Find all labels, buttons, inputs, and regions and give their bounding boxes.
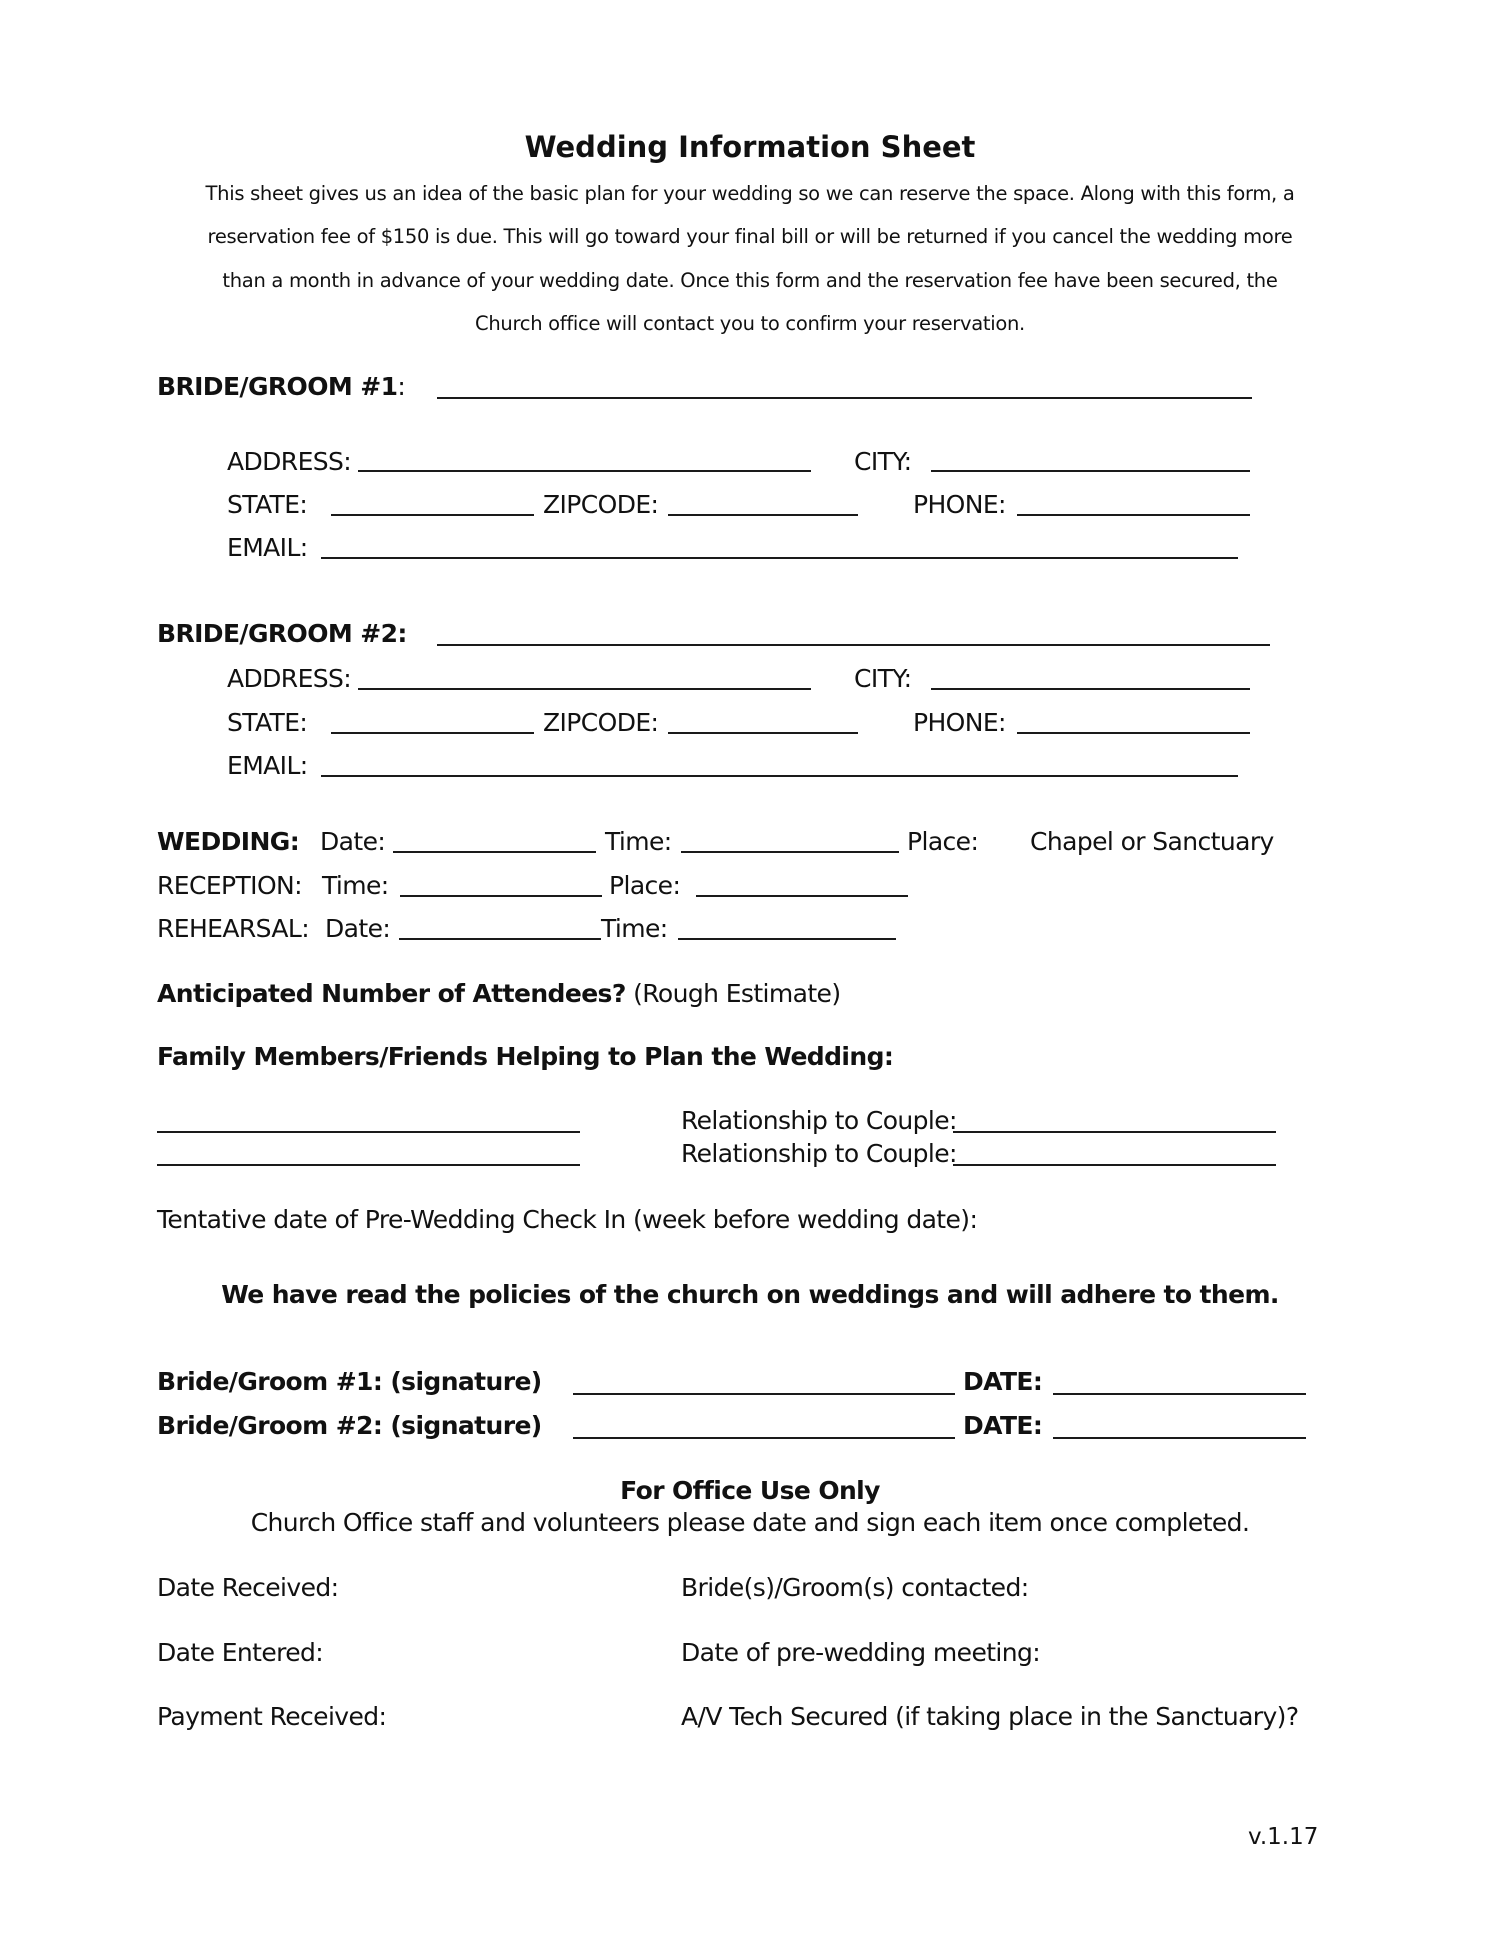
rehearsal-time-field[interactable] [678,938,896,940]
person2-name-field[interactable] [437,644,1270,646]
helpers-heading: Family Members/Friends Helping to Plan the Wedding: [157,1042,894,1071]
reception-time-label: Time: [322,871,389,900]
person2-zip-label: ZIPCODE: [543,708,659,737]
sig2-signature-field[interactable] [573,1437,955,1439]
person2-heading: BRIDE/GROOM #2: [157,619,407,648]
person1-state-label: STATE: [227,490,308,519]
sig1-date-label: DATE: [963,1367,1043,1396]
person2-phone-field[interactable] [1017,732,1250,734]
helper-1-relationship-label: Relationship to Couple: [681,1106,957,1135]
helper-1-name-field[interactable] [157,1131,580,1133]
sig2-label: Bride/Groom #2: (signature) [157,1411,542,1440]
helper-2-relationship-field[interactable] [953,1164,1276,1166]
person2-city-label: CITY: [854,664,912,693]
person2-city-field[interactable] [931,688,1250,690]
office-payment-received: Payment Received: [157,1702,387,1731]
office-subheading: Church Office staff and volunteers please date and sign each item once completed. [250,1508,1250,1537]
person1-email-field[interactable] [321,557,1238,559]
person2-state-field[interactable] [331,732,534,734]
reception-label: RECEPTION: [157,871,302,900]
reception-place-label: Place: [609,871,681,900]
person1-zip-field[interactable] [668,514,858,516]
sig2-date-field[interactable] [1053,1437,1306,1439]
person2-email-label: EMAIL: [227,751,308,780]
sig1-date-field[interactable] [1053,1393,1306,1395]
intro-line-1: This sheet gives us an idea of the basic plan for your wedding so we can reserve the space. Along with this form, a [205,182,1295,205]
wedding-time-label: Time: [605,827,672,856]
office-heading: For Office Use Only [620,1476,880,1505]
page-title: Wedding Information Sheet [524,130,976,164]
person1-email-label: EMAIL: [227,533,308,562]
attendees-row [157,981,840,1006]
office-date-entered: Date Entered: [157,1638,324,1667]
person2-zip-field[interactable] [668,732,858,734]
wedding-date-field[interactable] [393,851,596,853]
person1-address-label: ADDRESS: [227,447,352,476]
sig2-date-label: DATE: [963,1411,1043,1440]
person1-zip-label: ZIPCODE: [543,490,659,519]
rehearsal-date-field[interactable] [399,938,601,940]
helper-1-relationship-field[interactable] [953,1131,1276,1133]
person2-address-field[interactable] [358,688,811,690]
version-label: v.1.17 [1248,1824,1319,1850]
reception-place-field[interactable] [696,895,908,897]
wedding-time-field[interactable] [681,851,899,853]
agreement-statement: We have read the policies of the church on weddings and will adhere to them. [221,1280,1279,1309]
sig1-signature-field[interactable] [573,1393,955,1395]
rehearsal-label: REHEARSAL: [157,914,310,943]
wedding-date-label: Date: [320,827,386,856]
rehearsal-time-label: Time: [601,914,668,943]
office-av-tech: A/V Tech Secured (if taking place in the Sanctuary)? [681,1702,1299,1731]
person1-address-field[interactable] [358,470,811,472]
person2-phone-label: PHONE: [913,708,1006,737]
wedding-place-value: Chapel or Sanctuary [1030,827,1274,856]
reception-time-field[interactable] [400,895,602,897]
wedding-place-label: Place: [907,827,979,856]
helper-2-relationship-label: Relationship to Couple: [681,1139,957,1168]
sig1-label: Bride/Groom #1: (signature) [157,1367,542,1396]
intro-line-4: Church office will contact you to confirm your reservation. [475,312,1025,335]
intro-line-2: reservation fee of $150 is due. This will go toward your final bill or will be returned if you cancel the wedding more [207,225,1293,248]
intro-line-3: than a month in advance of your wedding date. Once this form and the reservation fee have been secured, the [222,269,1278,292]
person2-address-label: ADDRESS: [227,664,352,693]
office-date-received: Date Received: [157,1573,339,1602]
person2-email-field[interactable] [321,775,1238,777]
person1-city-field[interactable] [931,470,1250,472]
person1-city-label: CITY: [854,447,912,476]
person1-state-field[interactable] [331,514,534,516]
helper-2-name-field[interactable] [157,1164,580,1166]
office-couple-contacted: Bride(s)/Groom(s) contacted: [681,1573,1029,1602]
checkin-label: Tentative date of Pre-Wedding Check In (week before wedding date): [157,1205,978,1234]
office-prewedding-meeting: Date of pre-wedding meeting: [681,1638,1041,1667]
person1-heading: BRIDE/GROOM #1: [157,372,406,401]
person1-phone-field[interactable] [1017,514,1250,516]
person1-name-field[interactable] [437,397,1252,399]
wedding-label: WEDDING: [157,827,300,856]
attendees-note: (Rough Estimate) [633,979,841,1008]
person2-state-label: STATE: [227,708,308,737]
rehearsal-date-label: Date: [325,914,391,943]
attendees-question: Anticipated Number of Attendees? [157,979,626,1008]
person1-phone-label: PHONE: [913,490,1006,519]
